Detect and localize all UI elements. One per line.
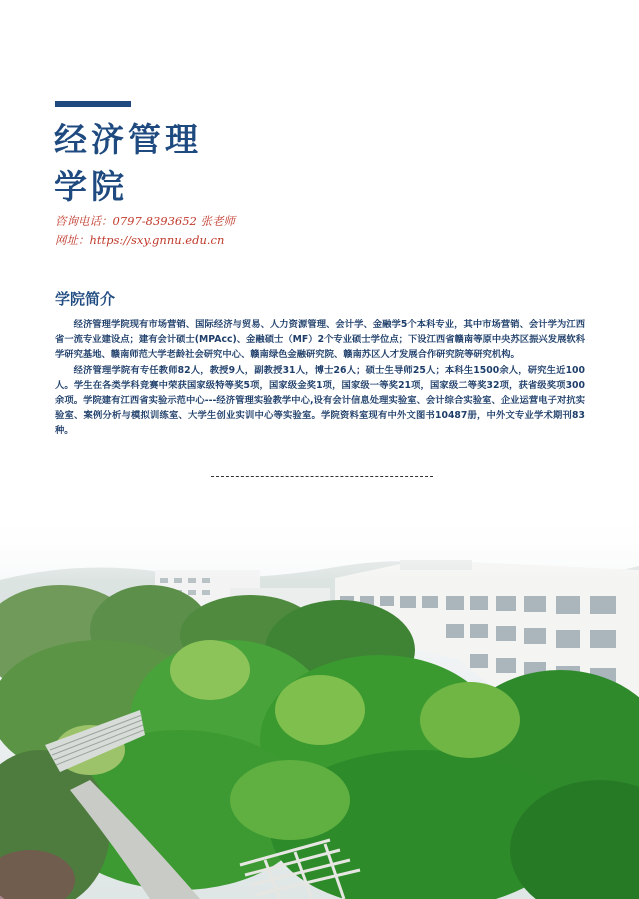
dashed-divider	[211, 476, 433, 477]
contact-website: 网址：https://sxy.gnnu.edu.cn	[55, 233, 225, 247]
campus-photo-illustration	[0, 510, 639, 899]
campus-photo	[0, 510, 639, 899]
intro-text	[55, 317, 585, 439]
intro-paragraph-1: 经济管理学院现有市场营销、国际经济与贸易、人力资源管理、会计学、金融学5个本科专业，其中市场营销、会计学为江西省一流专业建设点；建有会计硕士(MPAcc)、金融硕士（MF）2个专业硕士学位点；下设江西省赣南等原中央苏区振兴发展软科学研究基地、赣南师范大学老龄社会研究中心、赣南绿色金融研究院、赣南苏区人才发展合作研究院等研究机构。	[55, 319, 585, 361]
page-title-line1: 经济管理	[54, 120, 202, 159]
page-title	[54, 116, 202, 210]
page-title-line2: 学院	[54, 167, 128, 206]
section-title: 学院简介	[55, 290, 116, 308]
title-accent-bar	[55, 101, 131, 107]
contact-info	[55, 212, 235, 250]
intro-paragraph-2: 经济管理学院有专任教师82人，教授9人，副教授31人，博士26人；硕士生导师25人；本科生1500余人，研究生近100人。学生在各类学科竞赛中荣获国家级特等奖5项，国家级金奖1项，国家级一等奖21项，国家级二等奖32项，获省级奖项300余项。学院建有江西省实验示范中心---经济管理实验教学中心,设有会计信息处理实验室、会计综合实验室、企业运营电子对抗实验室、案例分析与模拟训练室、大学生创业实训中心等实验室。学院资料室现有中外文图书10487册，中外文专业学术期刊83种。	[55, 364, 585, 437]
contact-phone: 咨询电话：0797-8393652 张老师	[55, 214, 236, 228]
